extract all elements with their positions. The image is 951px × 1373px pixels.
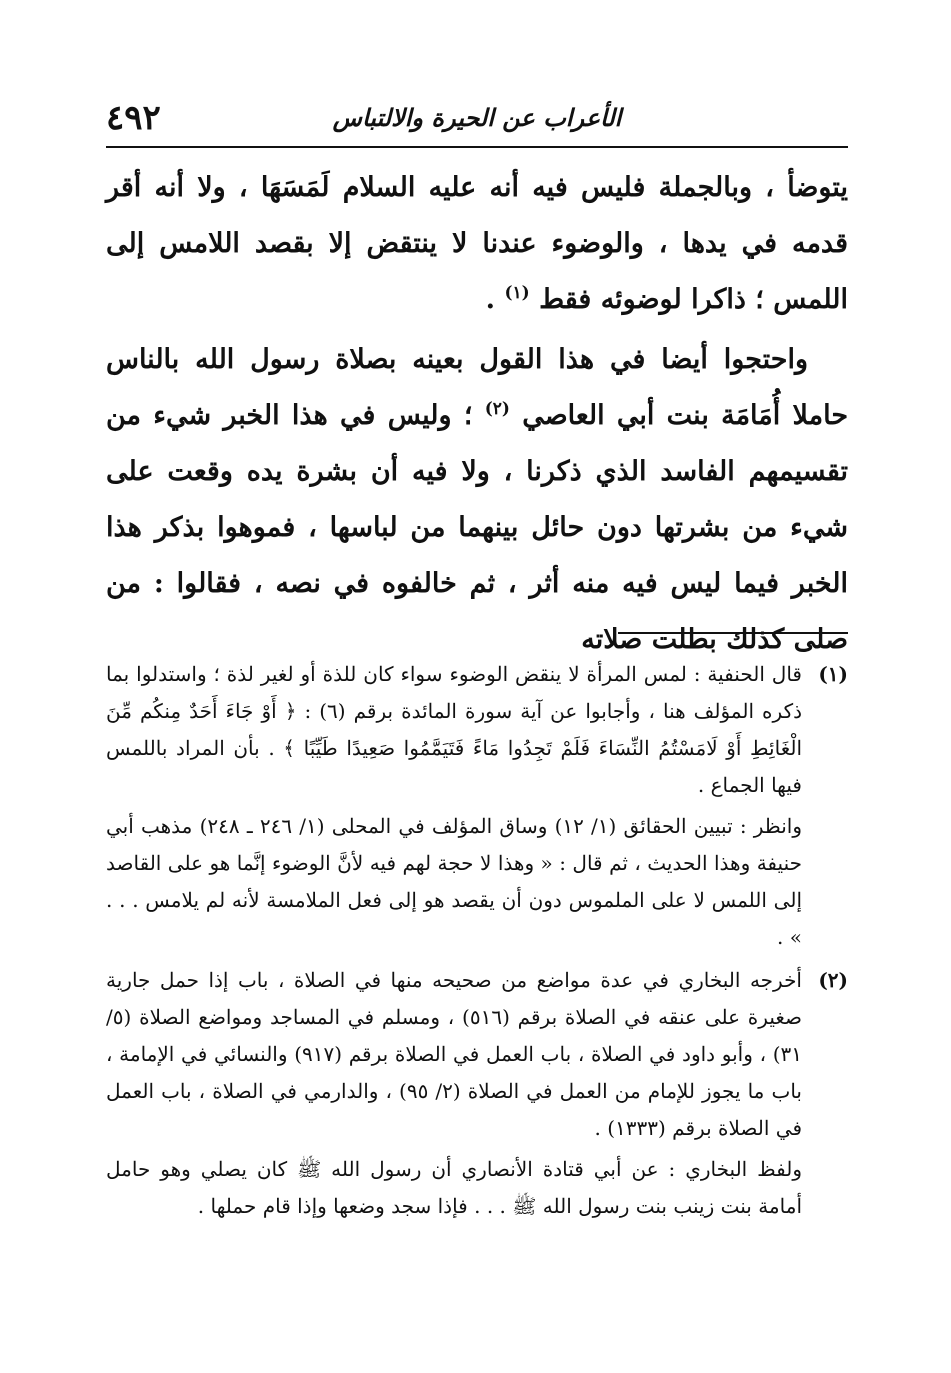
body-paragraph: [106, 160, 848, 328]
body-paragraph: [106, 332, 848, 668]
main-text: [106, 160, 848, 672]
page-header: [106, 92, 848, 144]
footnote-ref: (١): [504, 283, 530, 303]
footnote-separator: [618, 632, 848, 634]
footnote-text: قال الحنفية : لمس المرأة لا ينقض الوضوء سواء كان للذة أو لغير لذة ؛ واستدلوا بما ذكره المؤلف هنا ، وأجابوا عن آية سورة المائدة برقم (٦) : ﴿ أَوْ جَاءَ أَحَدٌ مِنكُم مِّنَ الْغَائِطِ أَوْ لَامَسْتُمُ النِّسَاءَ فَلَمْ تَجِدُوا مَاءً فَتَيَمَّمُوا صَعِيدًا طَيِّبًا ﴾ . بأن المراد باللمس فيها الجماع .: [106, 662, 802, 797]
footnote-number: (٢): [818, 968, 848, 992]
footnote-number: (١): [818, 662, 848, 686]
running-title: الأعراب عن الحيرة والالتباس: [332, 103, 622, 132]
footnote-text: وانظر : تبيين الحقائق (١/ ١٢) وساق المؤلف في المحلى (١/ ٢٤٦ ـ ٢٤٨) مذهب أبي حنيفة وهذا الحديث ، ثم قال : « وهذا لا حجة لهم فيه لأنَّ الوضوء إنَّما هو على القاصد إلى اللمس لا على الملموس دون أن يقصد هو إلى فعل الملامسة لأنه لم يلامس . . . » .: [106, 814, 802, 949]
header-rule: [106, 146, 848, 148]
footnote-text: ولفظ البخاري : عن أبي قتادة الأنصاري أن رسول الله ﷺ كان يصلي وهو حامل أمامة بنت زينب بنت رسول الله ﷺ . . . فإذا سجد وضعها وإذا قام حملها .: [106, 1157, 802, 1218]
footnote-ref: (٢): [484, 399, 510, 419]
body-paragraph-text: يتوضأ ، وبالجملة فليس فيه أنه عليه السلام لَمَسَهَا ، ولا أنه أقر قدمه في يدها ، والوضوء عندنا لا ينتقض إلا بقصد اللامس إلى اللمس ؛ ذاكرا لوضوئه فقط: [106, 172, 848, 315]
body-paragraph-text: واحتجوا أيضا في هذا القول بعينه بصلاة رسول الله بالناس حاملا أُمَامَة بنت أبي العاصي: [106, 344, 849, 431]
footnote: [106, 962, 848, 1225]
page-number: ٤٩٢: [106, 98, 161, 138]
footnote-text: أخرجه البخاري في عدة مواضع من صحيحه منها في الصلاة ، باب إذا حمل جارية صغيرة على عنقه في الصلاة برقم (٥١٦) ، ومسلم في المساجد ومواضع الصلاة (٥/ ٣١) ، وأبو داود في الصلاة ، باب العمل في الصلاة برقم (٩١٧) والنسائي في الإمامة ، باب ما يجوز للإمام من العمل في الصلاة (٢/ ٩٥) ، والدارمي في الصلاة ، باب العمل في الصلاة برقم (١٣٣٣) .: [106, 968, 803, 1140]
period: .: [485, 284, 496, 315]
footnotes: [106, 656, 848, 1231]
body-paragraph-text: ؛ وليس في هذا الخبر شيء من تقسيمهم الفاسد الذي ذكرنا ، ولا فيه أن بشرة يده وقعت على شيء من بشرتها دون حائل بينهما من لباسها ، فموهوا بذكر هذا الخبر فيما ليس فيه منه أثر ، ثم خالفوه في نصه ، فقالوا : من صلى كذلك بطلت صلاته: [106, 400, 848, 655]
footnote: [106, 656, 848, 956]
